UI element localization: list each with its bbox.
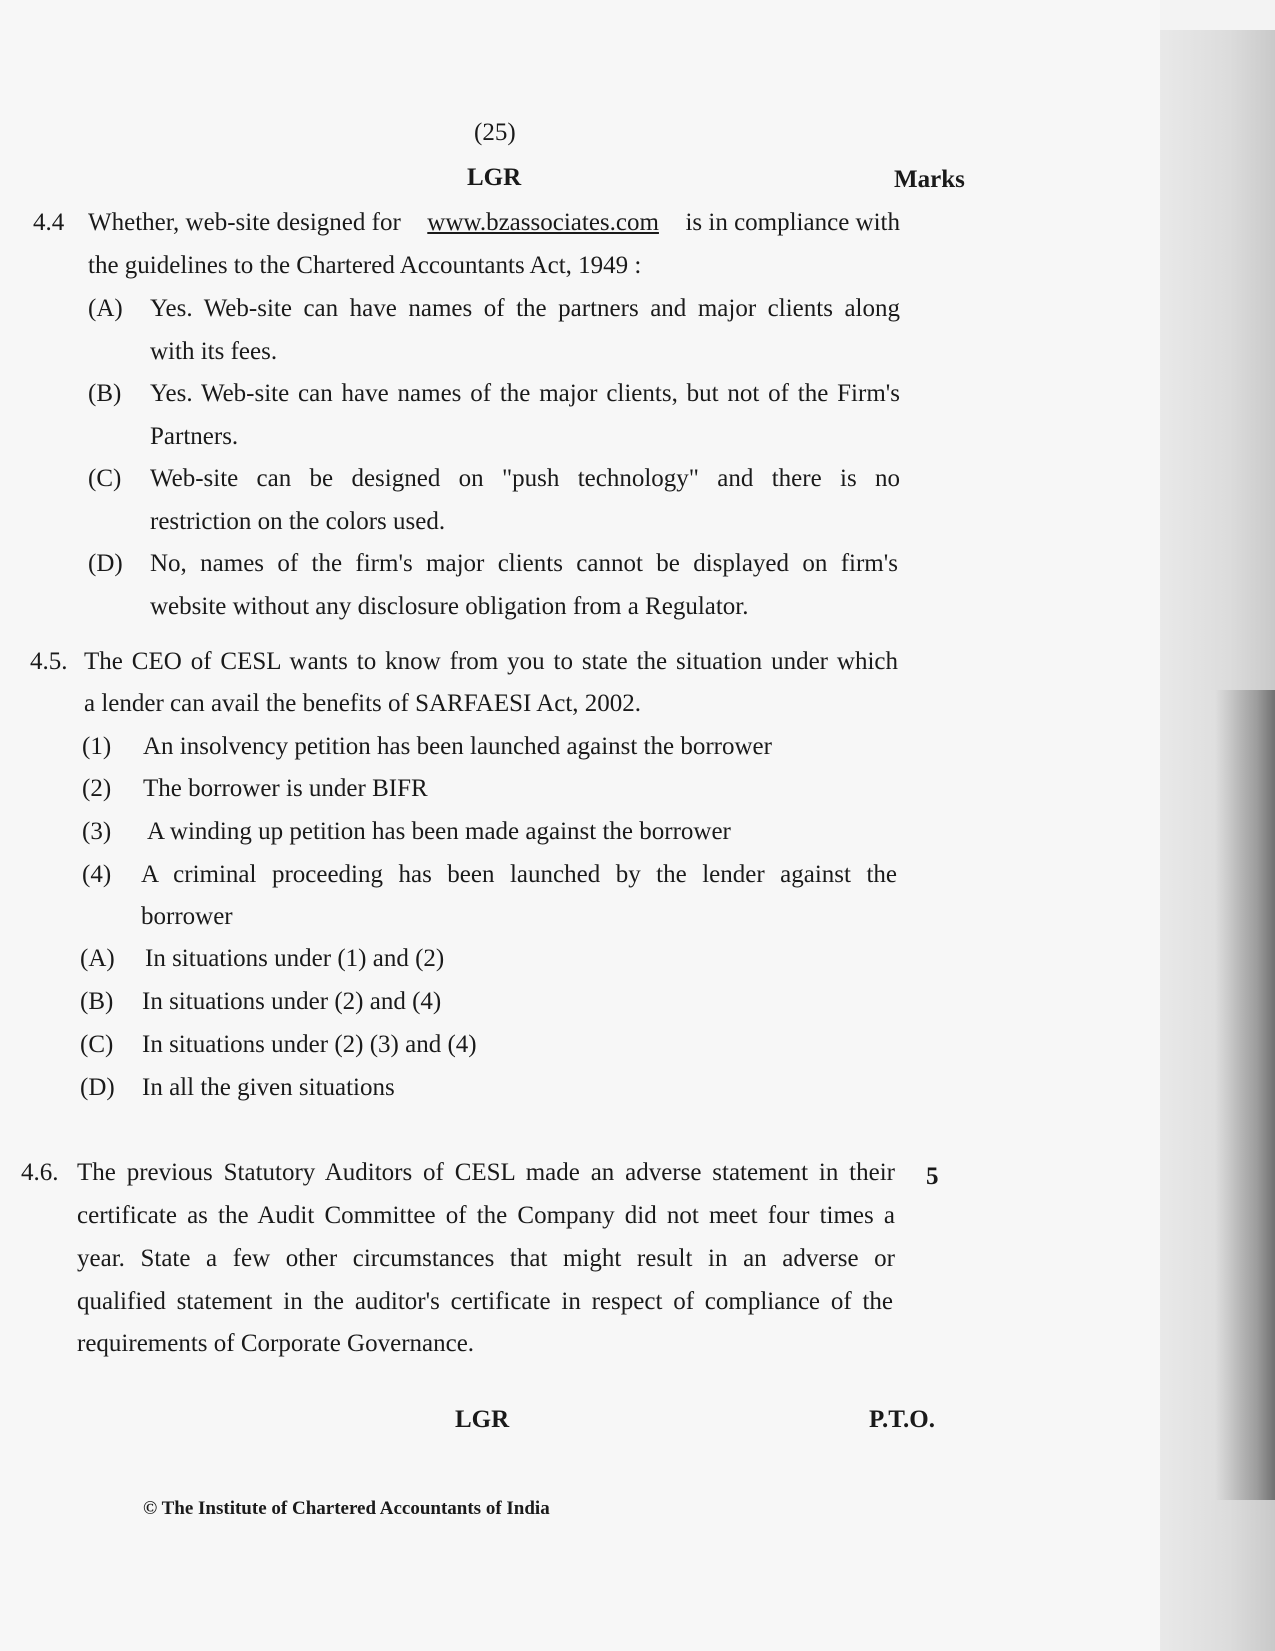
question-text: certificate as the Audit Committee of the Company did not meet four times a [77,1202,895,1229]
situation-label: (3) [82,818,112,845]
option-text: Yes. Web-site can have names of the partners and major clients along [150,295,900,322]
question-text [88,210,900,235]
copyright-notice: © The Institute of Chartered Accountants of India [143,1498,550,1519]
page-number: (25) [474,119,516,146]
option-label: (B) [88,380,122,407]
option-label: (D) [80,1074,115,1101]
question-text: The CEO of CESL wants to know from you to state the situation under which [84,648,898,675]
question-text-pre: Whether, web-site designed for [88,209,408,236]
option-text: Yes. Web-site can have names of the major clients, but not of the Firm's [150,380,900,407]
option-text: In all the given situations [142,1074,395,1101]
question-text-line: the guidelines to the Chartered Accountants Act, 1949 : [88,252,642,279]
situation-label: (4) [82,861,112,888]
question-text: requirements of Corporate Governance. [77,1330,475,1357]
option-label: (A) [80,945,115,972]
website-link[interactable]: www.bzassociates.com [427,209,659,236]
option-label: (B) [80,988,114,1015]
option-label: (C) [80,1031,114,1058]
situation-text: An insolvency petition has been launched against the borrower [143,733,772,760]
situation-text: A criminal proceeding has been launched by the lender against the [141,861,897,888]
question-text: qualified statement in the auditor's certificate in respect of compliance of the [77,1288,893,1315]
marks-header: Marks [894,166,965,193]
option-label: (C) [88,465,122,492]
question-text-post: is in compliance with [679,209,900,236]
question-number: 4.5. [30,648,68,675]
situation-label: (2) [82,775,112,802]
page-edge-shadow [1215,690,1275,1500]
option-text: In situations under (2) and (4) [142,988,442,1015]
situation-text: A winding up petition has been made against the borrower [147,818,731,845]
question-text: year. State a few other circumstances that might result in an adverse or [77,1245,895,1272]
option-text: In situations under (2) (3) and (4) [142,1031,477,1058]
question-number: 4.6. [21,1159,59,1186]
situation-label: (1) [82,733,112,760]
question-number: 4.4 [33,209,65,236]
option-text: Web-site can be designed on "push technology" and there is no [150,465,900,492]
option-text: No, names of the firm's major clients cannot be displayed on firm's [150,550,898,577]
option-text: Partners. [150,423,239,450]
pto-label: P.T.O. [869,1406,935,1433]
question-text: The previous Statutory Auditors of CESL made an adverse statement in their [77,1159,895,1186]
option-text: In situations under (1) and (2) [145,945,445,972]
subject-code: LGR [467,164,522,191]
marks-value: 5 [926,1163,939,1190]
option-text: restriction on the colors used. [150,508,446,535]
situation-text: borrower [141,903,233,930]
option-text: with its fees. [150,338,278,365]
question-text-line: a lender can avail the benefits of SARFAESI Act, 2002. [84,690,642,717]
option-text: website without any disclosure obligation from a Regulator. [150,593,749,620]
option-label: (D) [88,550,123,577]
situation-text: The borrower is under BIFR [143,775,428,802]
footer-code: LGR [455,1406,510,1433]
option-label: (A) [88,295,123,322]
